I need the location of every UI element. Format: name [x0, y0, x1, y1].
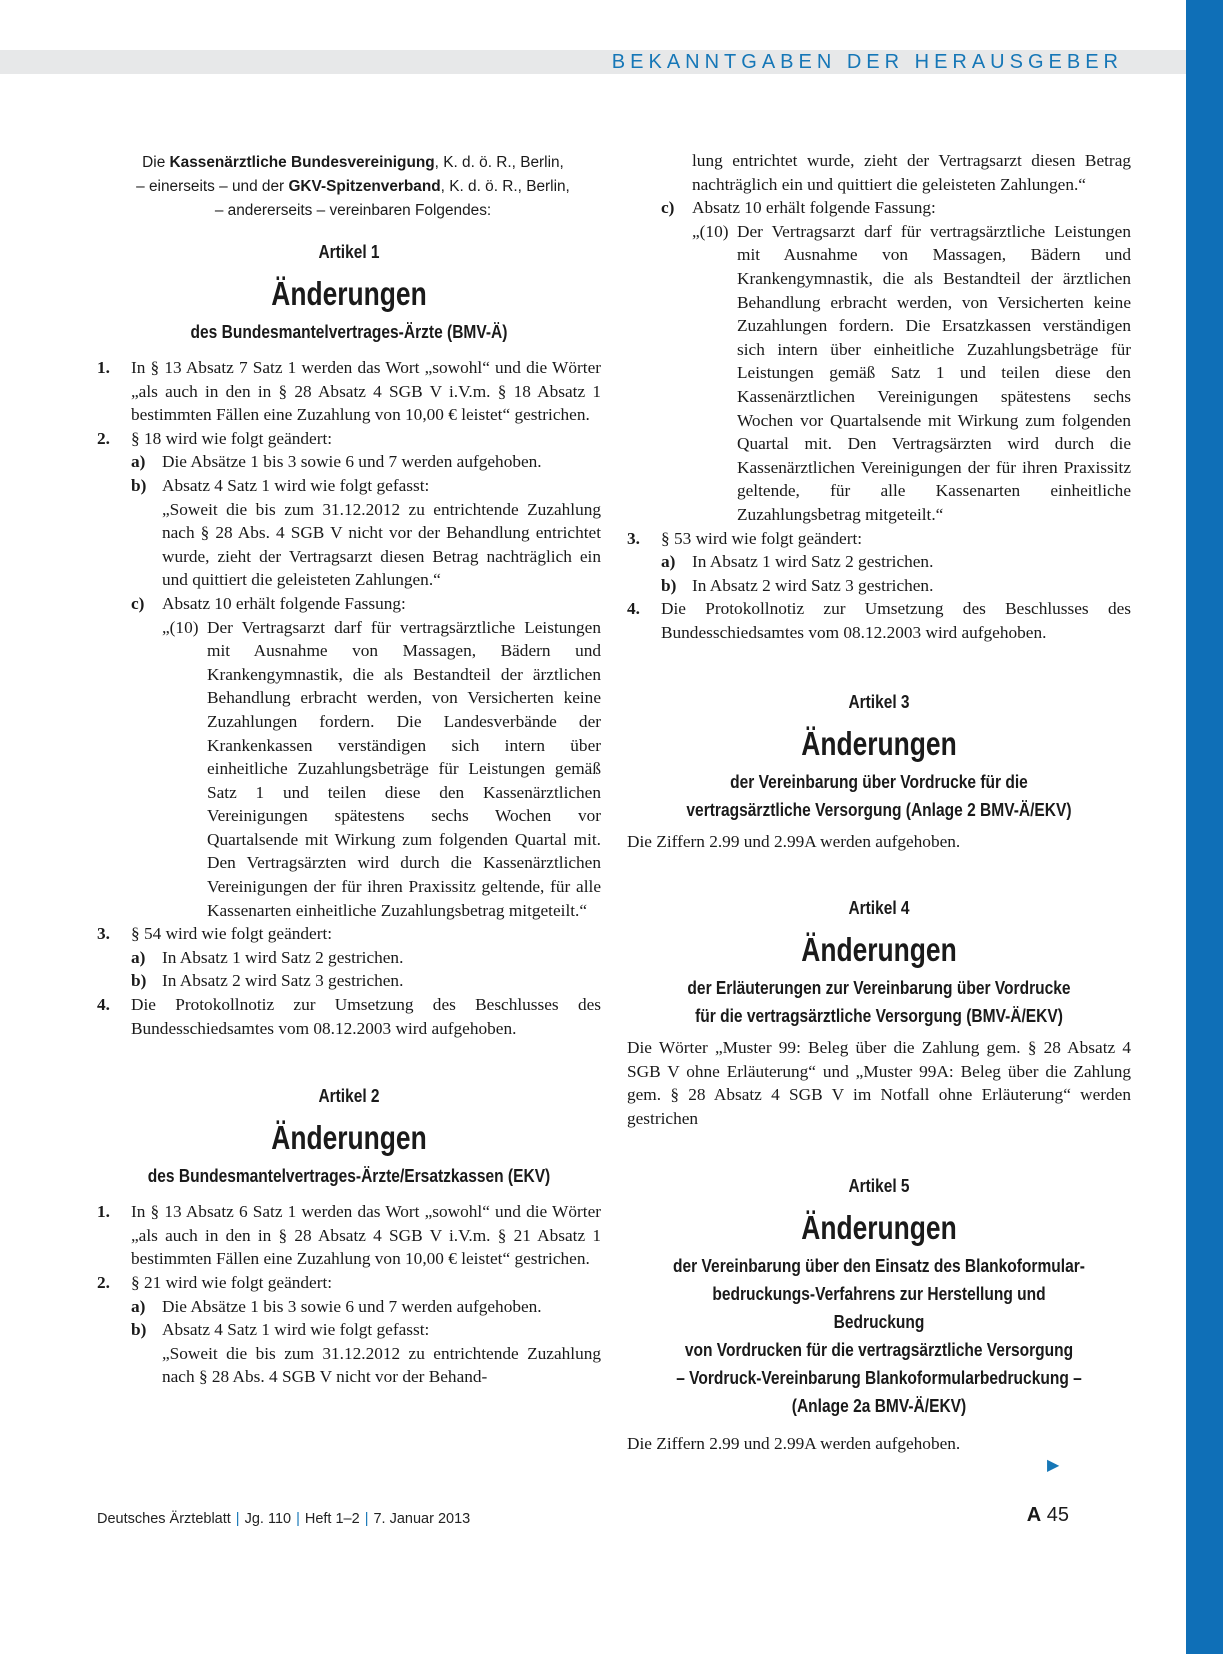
artikel-5-label: Artikel 5 [848, 1176, 910, 1197]
list-item [97, 993, 601, 1040]
sub-item-letter: a) [661, 552, 676, 572]
paragraph-10-quote [692, 220, 1131, 527]
sub-item-text: Die Absätze 1 bis 3 sowie 6 und 7 werden aufgehoben. [162, 452, 542, 472]
sub-item-text: Absatz 4 Satz 1 wird wie folgt gefasst: [162, 475, 430, 495]
intro-line-1 [105, 151, 601, 175]
paragraph-number: „(10) [692, 221, 729, 241]
sub-item-letter: b) [661, 575, 677, 595]
sub-item [131, 969, 601, 993]
sub-item-text: In Absatz 2 wird Satz 3 gestrichen. [162, 971, 404, 991]
item-number: 4. [627, 599, 640, 619]
item-text: § 53 wird wie folgt geändert: [661, 528, 863, 548]
sub-item-letter: b) [131, 475, 147, 495]
item-number: 2. [97, 428, 110, 448]
sub-item [131, 474, 601, 498]
footer-journal: Deutsches Ärzteblatt [97, 1511, 231, 1527]
list-item [97, 922, 601, 946]
sub-item [131, 1295, 601, 1319]
artikel-2-list [97, 1200, 601, 1389]
sub-item [661, 574, 1131, 598]
sub-item [131, 946, 601, 970]
party-gkv: GKV-Spitzenverband [288, 178, 441, 195]
item-text: In § 13 Absatz 7 Satz 1 werden das Wort „sowohl“ und die Wörter „als auch in den in § 28 Absatz 4 SGB V i.V.m. § 18 Absatz 1 bestimmten Fällen eine Zuzahlung von 10,00 € leistet“ gestrichen. [131, 358, 601, 425]
artikel-5-subtitle-3: von Vordrucken für die vertragsärztliche Versorgung [684, 1339, 1074, 1361]
sub-item [131, 592, 601, 616]
sub-item-letter: b) [131, 971, 147, 991]
sub-item-letter: c) [131, 593, 145, 613]
paragraph-10-quote [162, 616, 601, 923]
sub-item [661, 196, 1131, 220]
item-number: 1. [97, 358, 110, 377]
artikel-4-subtitle-2: für die vertragsärztliche Versorgung (BMV-Ä/EKV) [695, 1005, 1063, 1027]
artikel-2-list-continued [627, 149, 1131, 644]
artikel-4-title: Änderungen [801, 931, 957, 969]
artikel-5-body: Die Ziffern 2.99 und 2.99A werden aufgehoben. [627, 1434, 961, 1454]
sub-item [661, 550, 1131, 574]
intro-text: – einerseits – und der [136, 178, 289, 195]
continue-arrow-icon: ▶ [1047, 1455, 1060, 1474]
intro-text: , K. d. ö. R., Berlin, [434, 154, 564, 171]
artikel-5-subtitle-1: der Vereinbarung über den Einsatz des Blankoformular- [673, 1255, 1085, 1277]
paragraph-text: Der Vertragsarzt darf für vertragsärztliche Leistungen mit Ausnahme von Massagen, Bädern und Krankengymnastik, die als Bestandteil der ärztlichen Behandlung erbracht werden, von Versicherten keine Zuzahlungen fordern. Die Landesverbände der Krankenkassen verständigen sich intern über einheitliche Zuzahlungsbeträge für Leistungen gemäß Satz 1 und teilen diese den Kassenärztlichen Vereinigungen spätestens sechs Wochen vor Quartalsende mit Wirkung zum folgenden Quartal mit. Den Vertragsärzten wird durch die Kassenärztlichen Vereinigungen der für ihren Praxissitz geltende, für alle Kassenarten einheitliche Zuzahlungsbetrag mitgeteilt.“ [207, 617, 601, 920]
footer-date: 7. Januar 2013 [373, 1511, 471, 1527]
artikel-1-title: Änderungen [271, 275, 427, 312]
artikel-4-subtitle-1: der Erläuterungen zur Vereinbarung über Vordrucke [687, 977, 1071, 999]
item-text: Die Protokollnotiz zur Umsetzung des Beschlusses des Bundesschiedsamtes vom 08.12.2003 wird aufgehoben. [661, 599, 1131, 642]
item-text: § 18 wird wie folgt geändert: [131, 428, 333, 448]
sub-item-text: In Absatz 2 wird Satz 3 gestrichen. [692, 575, 934, 595]
footer [97, 1511, 470, 1527]
footer-separator: | [296, 1511, 300, 1527]
sub-item-text: Absatz 10 erhält folgende Fassung: [162, 593, 406, 613]
intro-line-2 [105, 175, 601, 199]
intro-text: Die [142, 154, 170, 171]
artikel-5-title: Änderungen [801, 1209, 957, 1247]
intro-block [97, 151, 601, 223]
sub-item-letter: a) [131, 947, 146, 967]
sub-item-letter: a) [131, 1296, 146, 1316]
item-text: § 54 wird wie folgt geändert: [131, 924, 333, 944]
item-number: 1. [97, 1202, 110, 1222]
artikel-1-list [97, 356, 601, 1040]
right-column [627, 149, 1131, 1456]
sub-item-text: Absatz 4 Satz 1 wird wie folgt gefasst: [162, 1320, 430, 1340]
artikel-1-label: Artikel 1 [318, 242, 380, 262]
footer-volume: Jg. 110 [244, 1511, 292, 1527]
item-text: § 21 wird wie folgt geändert: [131, 1273, 333, 1292]
page-number [1027, 1504, 1069, 1527]
list-item [97, 356, 601, 427]
artikel-2-title: Änderungen [271, 1119, 427, 1157]
intro-text: , K. d. ö. R., Berlin, [440, 178, 570, 195]
item-text: In § 13 Absatz 6 Satz 1 werden das Wort „sowohl“ und die Wörter „als auch in den in § 28 Absatz 4 SGB V i.V.m. § 21 Absatz 1 bestimmten Fällen eine Zuzahlung von 10,00 € leistet“ gestrichen. [131, 1202, 601, 1269]
sub-item [131, 450, 601, 474]
item-number: 2. [97, 1273, 110, 1292]
list-item [97, 1200, 601, 1271]
paragraph-number: „(10) [162, 617, 199, 637]
quoted-text: „Soweit die bis zum 31.12.2012 zu entrichtende Zuzahlung nach § 28 Abs. 4 SGB V nicht vor der Behand- [162, 1343, 601, 1387]
item-text: Die Protokollnotiz zur Umsetzung des Beschlusses des Bundesschiedsamtes vom 08.12.2003 wird aufgehoben. [131, 995, 601, 1038]
artikel-4-label: Artikel 4 [848, 898, 910, 919]
quoted-text: lung entrichtet wurde, zieht der Vertragsarzt diesen Betrag nachträglich ein und quittiert die geleisteten Zahlungen.“ [692, 151, 1131, 194]
footer-issue: Heft 1–2 [304, 1511, 360, 1527]
page-prefix: A [1026, 1504, 1042, 1526]
sub-item [131, 1318, 601, 1342]
footer-separator: | [364, 1511, 369, 1527]
sub-item-letter: b) [131, 1320, 147, 1340]
artikel-5-subtitle-5: (Anlage 2a BMV-Ä/EKV) [791, 1395, 967, 1417]
artikel-3-subtitle-2: vertragsärztliche Versorgung (Anlage 2 BMV-Ä/EKV) [686, 799, 1072, 821]
intro-line-3: – andererseits – vereinbaren Folgendes: [214, 202, 492, 219]
artikel-2-label: Artikel 2 [318, 1086, 380, 1107]
party-kbv: Kassenärztliche Bundesvereinigung [169, 154, 435, 171]
sub-item-letter: a) [131, 452, 146, 472]
sub-item-text: Absatz 10 erhält folgende Fassung: [692, 198, 936, 218]
list-item [627, 597, 1131, 644]
sub-item-letter: c) [661, 198, 675, 218]
list-item [97, 1271, 601, 1295]
artikel-2-subtitle: des Bundesmantelvertrages-Ärzte/Ersatzkassen (EKV) [147, 1165, 551, 1187]
left-column [97, 151, 601, 1389]
paragraph-text: Der Vertragsarzt darf für vertragsärztliche Leistungen mit Ausnahme von Massagen, Bädern und Krankengymnastik, die als Bestandteil der ärztlichen Behandlung erbracht werden, von Versicherten keine Zuzahlungen fordern. Die Ersatzkassen verständigen sich intern über einheitliche Zuzahlungsbeträge für Leistungen gemäß Satz 1 und teilen diese den Kassenärztlichen Vereinigungen spätestens sechs Wochen vor Quartalsende mit Wirkung zum folgenden Quartal mit. Den Vertragsärzten wird durch die Kassenärztlichen Vereinigungen der für ihren Praxissitz geltende, für alle Kassenarten einheitliche Zuzahlungsbetrag mitgeteilt.“ [737, 221, 1131, 524]
artikel-3-title: Änderungen [801, 725, 957, 763]
section-title: BEKANNTGABEN DER HERAUSGEBER [611, 51, 1123, 73]
item-number: 4. [97, 995, 110, 1015]
sub-item-text: Die Absätze 1 bis 3 sowie 6 und 7 werden aufgehoben. [162, 1296, 542, 1316]
item-number: 3. [627, 528, 640, 548]
artikel-5-subtitle-4: – Vordruck-Vereinbarung Blankoformularbedruckung – [676, 1367, 1082, 1389]
artikel-5-subtitle-2: bedruckungs-Verfahrens zur Herstellung und Bedruckung [712, 1283, 1046, 1333]
artikel-4-body: Die Wörter „Muster 99: Beleg über die Zahlung gem. § 28 Absatz 4 SGB V ohne Erläuterung“ und „Muster 99A: Beleg über die Zahlung gem. § 28 Absatz 4 SGB V im Notfall ohne Erläuterung“ werden gestrichen [627, 1038, 1131, 1128]
artikel-3-label: Artikel 3 [848, 692, 910, 713]
artikel-3-subtitle-1: der Vereinbarung über Vordrucke für die [730, 771, 1028, 793]
list-item [627, 527, 1131, 551]
artikel-1-subtitle: des Bundesmantelvertrages-Ärzte (BMV-Ä) [190, 321, 508, 342]
quoted-text: „Soweit die bis zum 31.12.2012 zu entrichtende Zuzahlung nach § 28 Abs. 4 SGB V nicht vor der Behandlung entrichtet wurde, zieht der Vertragsarzt diesen Betrag nachträglich ein und quittiert die geleisteten Zahlungen.“ [162, 499, 601, 590]
list-item [97, 427, 601, 451]
sub-item-text: In Absatz 1 wird Satz 2 gestrichen. [162, 947, 404, 967]
artikel-3-body: Die Ziffern 2.99 und 2.99A werden aufgehoben. [627, 832, 961, 852]
footer-separator: | [235, 1511, 240, 1527]
item-number: 3. [97, 924, 110, 944]
side-accent-bar [1186, 0, 1223, 1654]
page-number-value: 45 [1046, 1504, 1069, 1526]
sub-item-text: In Absatz 1 wird Satz 2 gestrichen. [692, 552, 934, 572]
